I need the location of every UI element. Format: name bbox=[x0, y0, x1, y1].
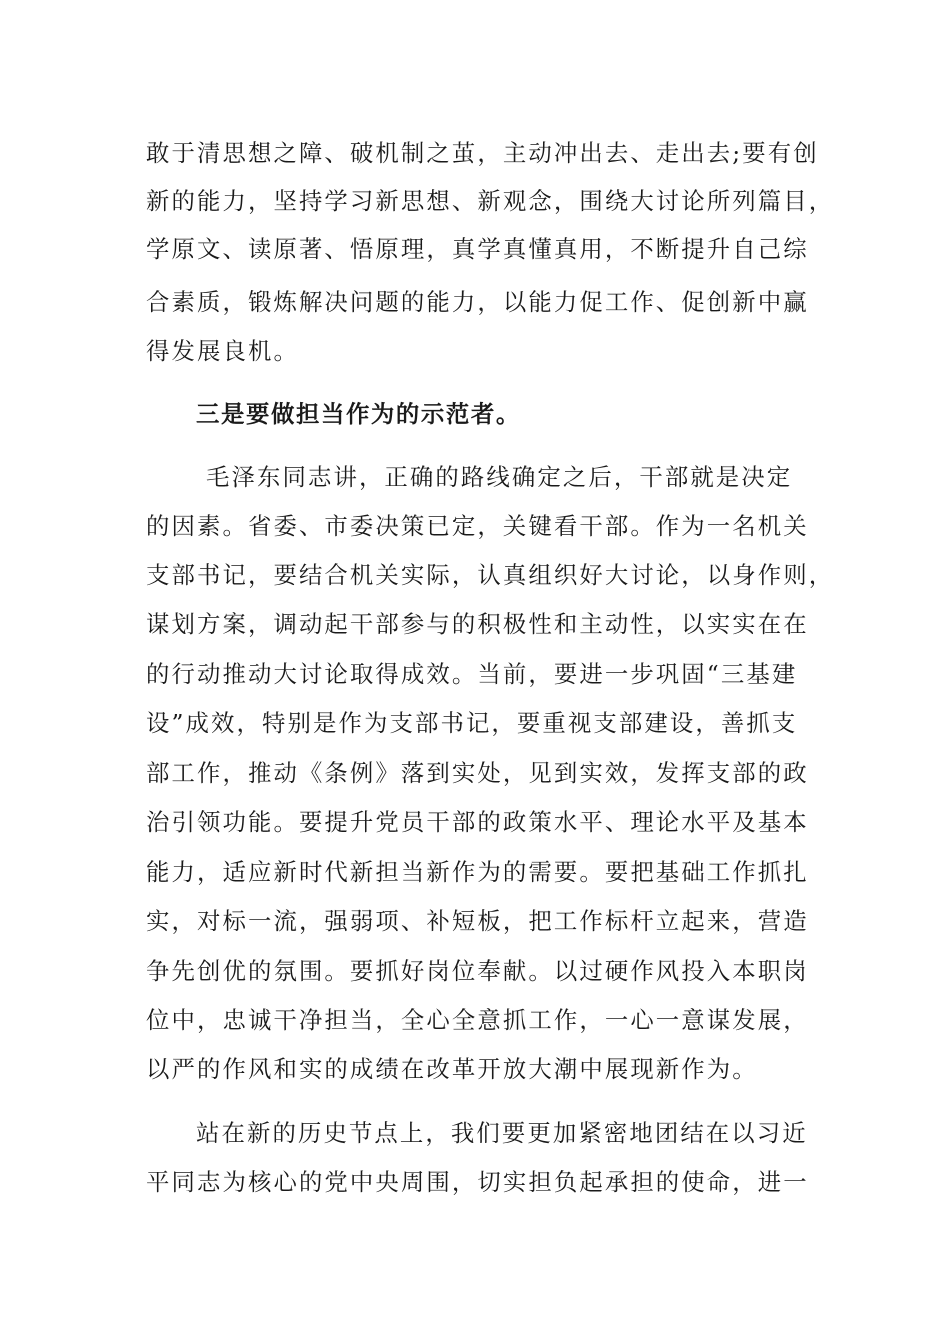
paragraph-2-line-6: 设”成效，特别是作为支部书记，要重视支部建设，善抓支 bbox=[146, 709, 798, 737]
paragraph-2-line-4: 谋划方案，调动起干部参与的积极性和主动性，以实实在在 bbox=[146, 610, 809, 638]
paragraph-3-line-1: 站在新的历史节点上，我们要更加紧密地团结在以习近 bbox=[196, 1119, 808, 1147]
paragraph-1-line-3: 学原文、读原著、悟原理，真学真懂真用，不断提升自己综 bbox=[146, 235, 809, 263]
paragraph-1-line-1: 敢于清思想之障、破机制之茧，主动冲出去、走出去;要有创 bbox=[146, 139, 819, 167]
paragraph-2-line-1: 毛泽东同志讲，正确的路线确定之后，干部就是决定 bbox=[206, 463, 793, 491]
paragraph-2-line-2: 的因素。省委、市委决策已定，关键看干部。作为一名机关 bbox=[146, 512, 809, 540]
paragraph-1-line-5: 得发展良机。 bbox=[146, 337, 299, 365]
paragraph-3-line-2: 平同志为核心的党中央周围，切实担负起承担的使命，进一 bbox=[146, 1168, 809, 1196]
section-heading: 三是要做担当作为的示范者。 bbox=[196, 400, 521, 428]
paragraph-2-line-10: 实，对标一流，强弱项、补短板，把工作标杆立起来，营造 bbox=[146, 907, 809, 935]
paragraph-2-line-5: 的行动推动大讨论取得成效。当前，要进一步巩固“三基建 bbox=[146, 660, 798, 688]
paragraph-2-line-7: 部工作，推动《条例》落到实处，见到实效，发挥支部的政 bbox=[146, 759, 809, 787]
paragraph-1-line-4: 合素质，锻炼解决问题的能力，以能力促工作、促创新中赢 bbox=[146, 288, 809, 316]
paragraph-2-line-8: 治引领功能。要提升党员干部的政策水平、理论水平及基本 bbox=[146, 808, 809, 836]
paragraph-2-line-13: 以严的作风和实的成绩在改革开放大潮中展现新作为。 bbox=[146, 1055, 758, 1083]
paragraph-1-line-2: 新的能力，坚持学习新思想、新观念，围绕大讨论所列篇目， bbox=[146, 187, 835, 215]
paragraph-2-line-9: 能力，适应新时代新担当新作为的需要。要把基础工作抓扎 bbox=[146, 858, 809, 886]
paragraph-2-line-3: 支部书记，要结合机关实际，认真组织好大讨论，以身作则， bbox=[146, 561, 835, 589]
paragraph-2-line-12: 位中，忠诚干净担当，全心全意抓工作，一心一意谋发展， bbox=[146, 1006, 809, 1034]
paragraph-2-line-11: 争先创优的氛围。要抓好岗位奉献。以过硬作风投入本职岗 bbox=[146, 957, 809, 985]
